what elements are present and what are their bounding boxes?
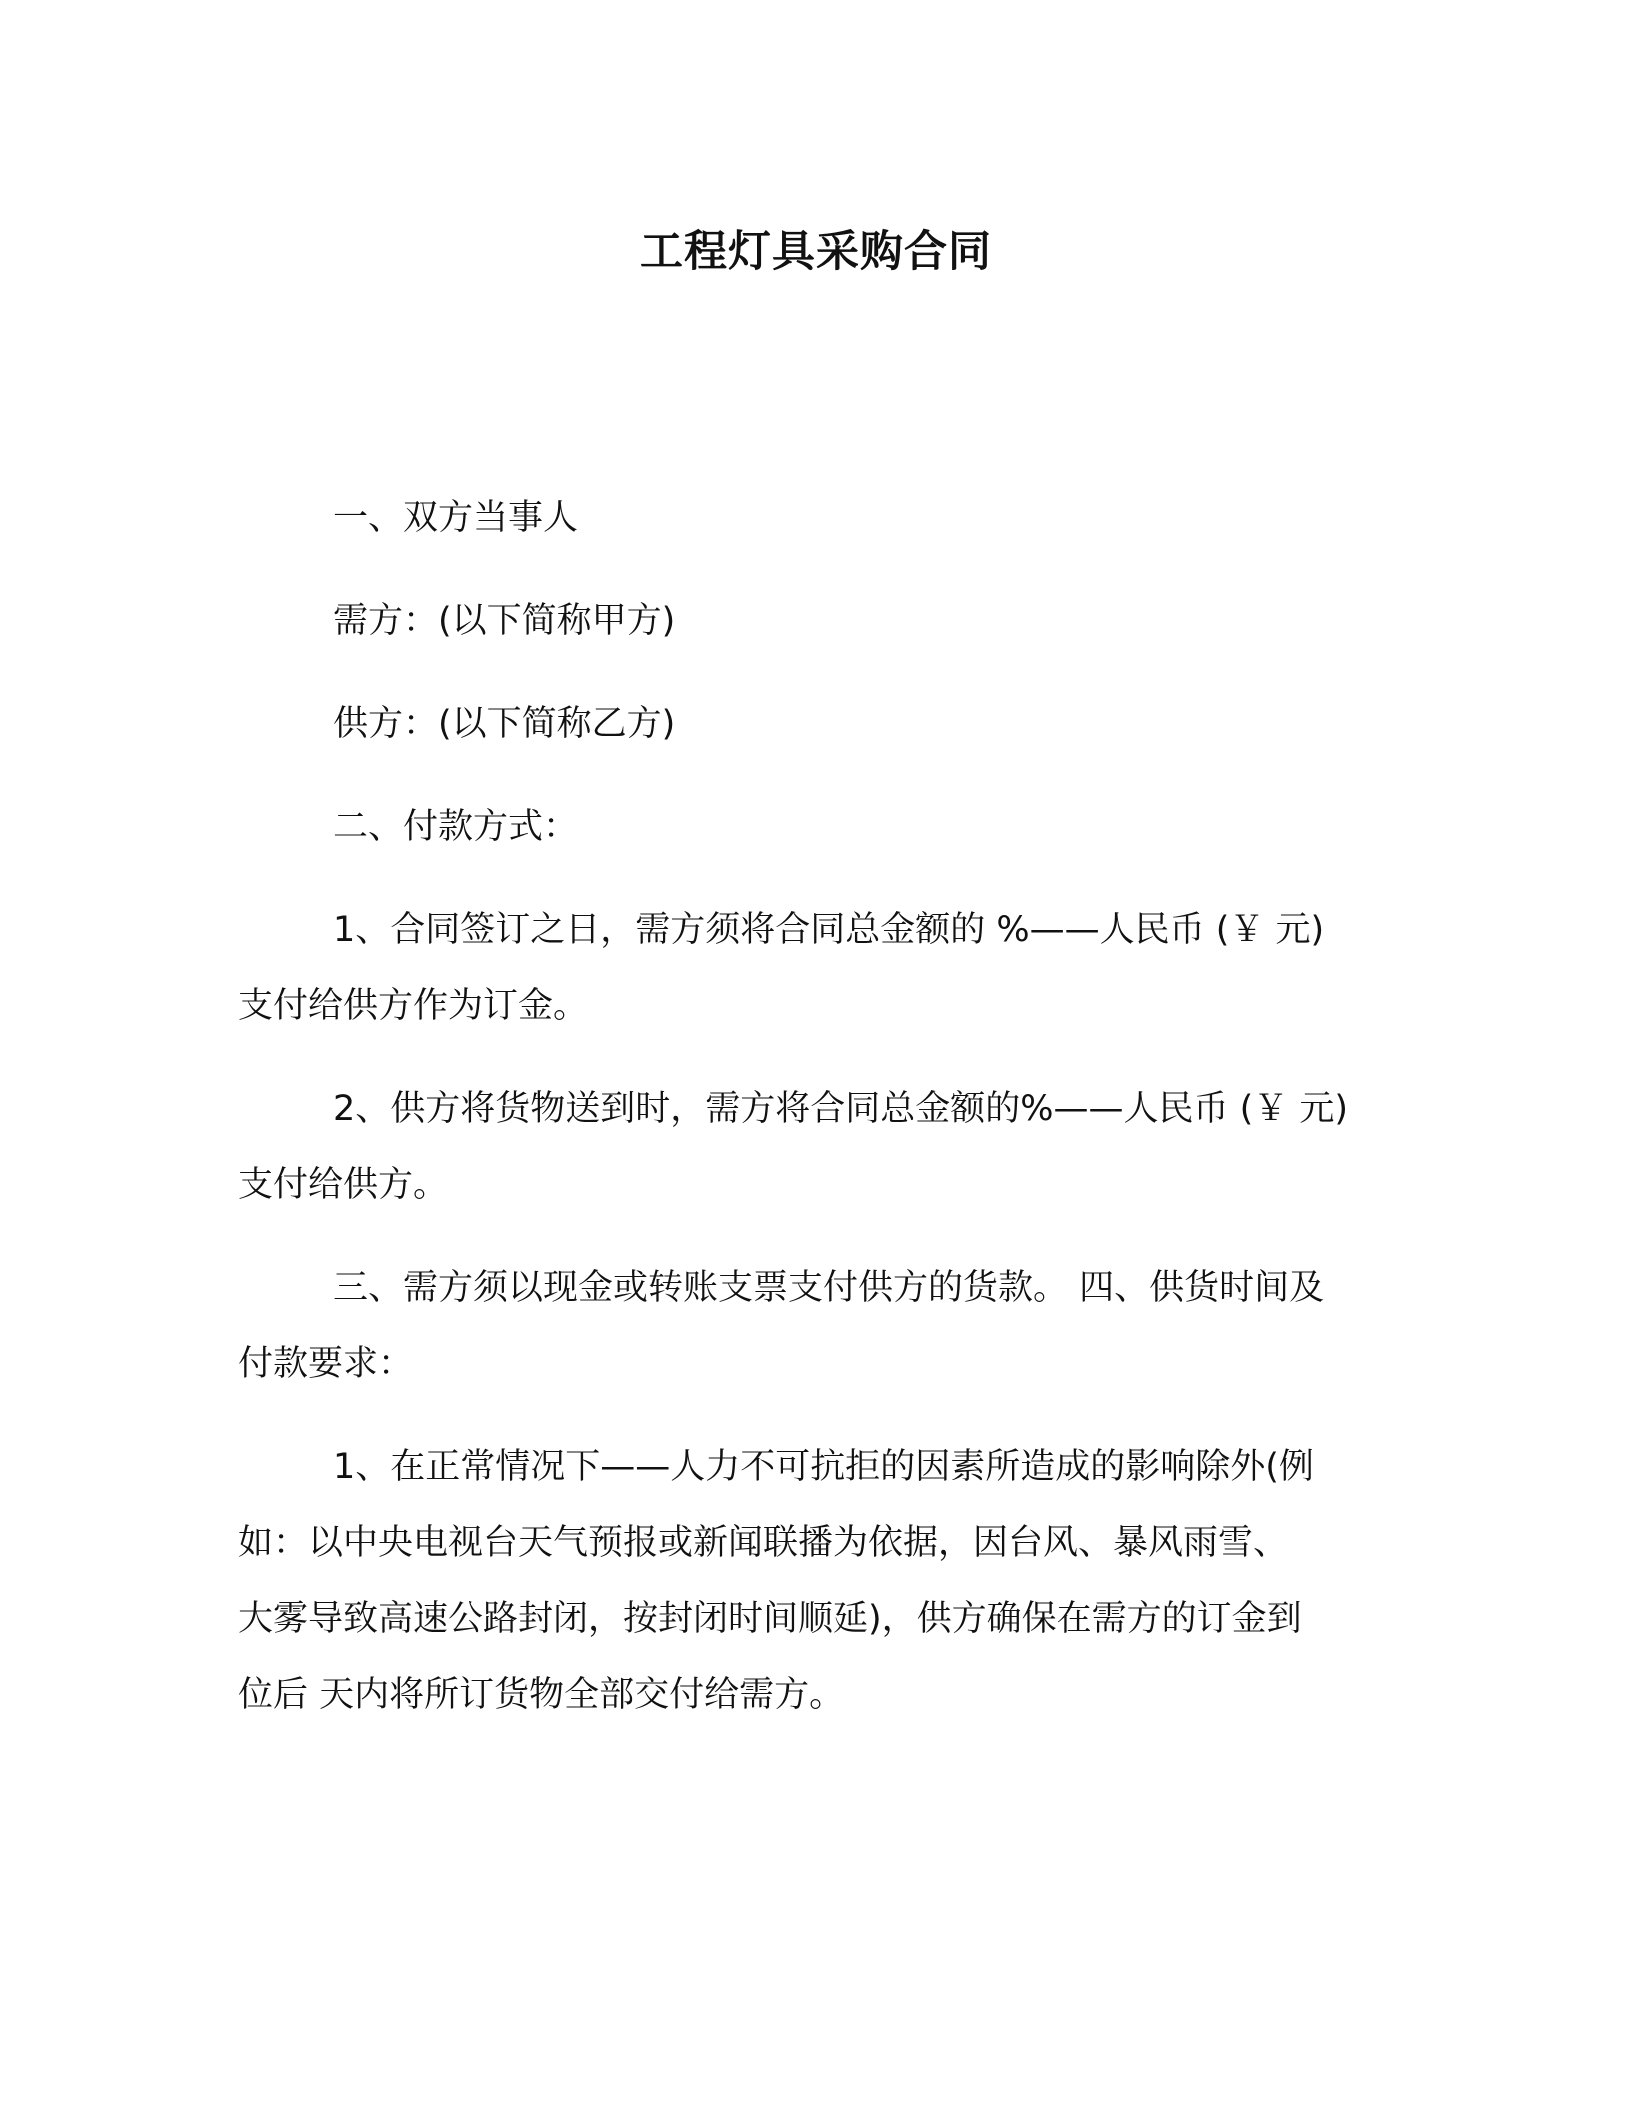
delivery-clause-line-1: 1、在正常情况下——人力不可抗拒的因素所造成的影响除外(例 [333,1447,1314,1487]
section-three-four-line-2: 付款要求： [238,1344,414,1384]
payment-clause-1-line-1: 1、合同签订之日，需方须将合同总金额的 %——人民币 (￥ 元) [333,910,1325,950]
page-title: 工程灯具采购合同 [640,227,992,277]
delivery-clause-line-2: 如：以中央电视台天气预报或新闻联播为依据，因台风、暴风雨雪、 [238,1523,1289,1563]
payment-clause-2-line-2: 支付给供方。 [238,1165,449,1205]
payment-clause-2-line-1: 2、供方将货物送到时，需方将合同总金额的%——人民币 (￥ 元) [333,1089,1349,1129]
supplier-line: 供方：(以下简称乙方) [333,704,676,744]
buyer-line: 需方：(以下简称甲方) [333,601,676,641]
section-heading-payment: 二、付款方式： [333,807,579,847]
delivery-clause-line-4: 位后 天内将所订货物全部交付给需方。 [238,1675,845,1715]
section-three-four-line-1: 三、需方须以现金或转账支票支付供方的货款。 四、供货时间及 [333,1268,1325,1308]
section-heading-parties: 一、双方当事人 [333,498,579,538]
payment-clause-1-line-2: 支付给供方作为订金。 [238,986,589,1026]
delivery-clause-line-3: 大雾导致高速公路封闭，按封闭时间顺延)，供方确保在需方的订金到 [238,1599,1302,1639]
